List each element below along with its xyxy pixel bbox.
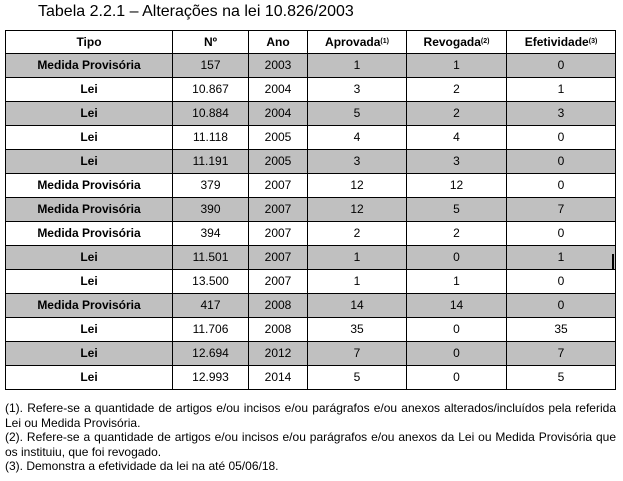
col-header-numero: Nº [173, 31, 249, 54]
footnote-1: (1). Refere-se a quantidade de artigos e/ou incisos e/ou parágrafos e/ou anexos alterados/incluídos pela referida Lei ou Medida Provisória. [5, 401, 616, 430]
cell-numero: 379 [173, 174, 249, 198]
cell-revogada: 0 [407, 246, 507, 270]
footnote-3: (3). Demonstra a efetividade da lei na até 05/06/18. [5, 459, 279, 473]
cell-revogada: 3 [407, 150, 507, 174]
table-row [6, 318, 616, 342]
cell-tipo: Lei [6, 102, 173, 126]
cell-aprovada: 4 [308, 126, 407, 150]
col-header-efetividade: Efetividade$^{(3)}$ [507, 31, 616, 54]
cell-tipo: Lei [6, 318, 173, 342]
footnotes [5, 401, 616, 474]
cell-tipo: Lei [6, 78, 173, 102]
table-caption: Tabela 2.2.1 – Alterações na lei 10.826/2003 [38, 3, 354, 20]
cell-aprovada: 3 [308, 150, 407, 174]
cell-efetividade: 1 [507, 78, 616, 102]
table-row [6, 78, 616, 102]
cell-ano: 2005 [249, 126, 308, 150]
cell-numero: 11.706 [173, 318, 249, 342]
cell-tipo: Lei [6, 126, 173, 150]
table-row [6, 126, 616, 150]
cell-numero: 394 [173, 222, 249, 246]
table-row [6, 102, 616, 126]
cell-aprovada: 2 [308, 222, 407, 246]
cell-numero: 13.500 [173, 270, 249, 294]
cell-ano: 2007 [249, 270, 308, 294]
cell-efetividade: 3 [507, 102, 616, 126]
cell-ano: 2005 [249, 150, 308, 174]
cell-aprovada: 1 [308, 270, 407, 294]
table-row [6, 54, 616, 78]
cell-aprovada: 3 [308, 78, 407, 102]
cell-ano: 2012 [249, 342, 308, 366]
cell-revogada: 0 [407, 318, 507, 342]
cell-revogada: 5 [407, 198, 507, 222]
cell-revogada: 1 [407, 54, 507, 78]
cell-revogada: 2 [407, 102, 507, 126]
header-row [6, 31, 616, 54]
cell-efetividade: 5 [507, 366, 616, 390]
cell-revogada: 2 [407, 78, 507, 102]
table-row [6, 270, 616, 294]
cell-aprovada: 1 [308, 246, 407, 270]
table-row [6, 222, 616, 246]
cell-tipo: Lei [6, 270, 173, 294]
cell-revogada: 1 [407, 270, 507, 294]
cell-tipo: Lei [6, 366, 173, 390]
cell-ano: 2007 [249, 246, 308, 270]
cell-efetividade: 35 [507, 318, 616, 342]
table-row [6, 342, 616, 366]
cell-aprovada: 7 [308, 342, 407, 366]
table-body [6, 54, 616, 390]
cell-tipo: Medida Provisória [6, 54, 173, 78]
cell-numero: 10.867 [173, 78, 249, 102]
cell-efetividade: 7 [507, 198, 616, 222]
cell-aprovada: 14 [308, 294, 407, 318]
cell-aprovada: 1 [308, 54, 407, 78]
cell-revogada: 0 [407, 342, 507, 366]
footnote-marker-3: (3) [588, 37, 598, 45]
cell-revogada: 4 [407, 126, 507, 150]
cell-numero: 10.884 [173, 102, 249, 126]
cell-aprovada: 5 [308, 366, 407, 390]
cell-numero: 11.191 [173, 150, 249, 174]
cell-ano: 2007 [249, 174, 308, 198]
cell-numero: 417 [173, 294, 249, 318]
col-header-revogada: Revogada$^{(2)}$ [407, 31, 507, 54]
table-row [6, 366, 616, 390]
cell-aprovada: 35 [308, 318, 407, 342]
cell-numero: 12.993 [173, 366, 249, 390]
cell-ano: 2003 [249, 54, 308, 78]
col-header-tipo: Tipo [6, 31, 173, 54]
cell-numero: 11.501 [173, 246, 249, 270]
cell-efetividade: 0 [507, 294, 616, 318]
cell-tipo: Lei [6, 150, 173, 174]
footnote-marker-2: (2) [480, 37, 490, 45]
data-table [5, 30, 616, 390]
cell-tipo: Medida Provisória [6, 294, 173, 318]
cell-tipo: Lei [6, 246, 173, 270]
cell-efetividade: 0 [507, 150, 616, 174]
cell-aprovada: 12 [308, 198, 407, 222]
cell-revogada: 2 [407, 222, 507, 246]
cell-tipo: Medida Provisória [6, 174, 173, 198]
cell-revogada: 0 [407, 366, 507, 390]
cell-efetividade: 7 [507, 342, 616, 366]
table-row [6, 150, 616, 174]
table-row [6, 174, 616, 198]
cell-aprovada: 12 [308, 174, 407, 198]
cell-numero: 12.694 [173, 342, 249, 366]
cell-ano: 2008 [249, 318, 308, 342]
cell-efetividade: 1 [507, 246, 616, 270]
cell-numero: 11.118 [173, 126, 249, 150]
cell-ano: 2007 [249, 198, 308, 222]
cell-ano: 2008 [249, 294, 308, 318]
cell-efetividade: 0 [507, 222, 616, 246]
page-edge-marker [612, 254, 614, 270]
cell-revogada: 14 [407, 294, 507, 318]
cell-efetividade: 0 [507, 126, 616, 150]
table-row [6, 294, 616, 318]
cell-efetividade: 0 [507, 270, 616, 294]
cell-efetividade: 0 [507, 174, 616, 198]
cell-ano: 2004 [249, 102, 308, 126]
cell-numero: 390 [173, 198, 249, 222]
footnote-marker-1: (1) [380, 37, 389, 45]
cell-aprovada: 5 [308, 102, 407, 126]
table-row [6, 246, 616, 270]
cell-ano: 2014 [249, 366, 308, 390]
col-header-ano: Ano [249, 31, 308, 54]
col-header-aprovada: Aprovada$^{(1)}$ [308, 31, 407, 54]
cell-tipo: Medida Provisória [6, 198, 173, 222]
cell-numero: 157 [173, 54, 249, 78]
footnote-2: (2). Refere-se a quantidade de artigos e/ou incisos e/ou parágrafos e/ou anexos da Lei ou Medida Provisória que os instituiu, que foi revogado. [5, 430, 616, 459]
cell-tipo: Medida Provisória [6, 222, 173, 246]
cell-revogada: 12 [407, 174, 507, 198]
cell-ano: 2004 [249, 78, 308, 102]
cell-tipo: Lei [6, 342, 173, 366]
cell-efetividade: 0 [507, 54, 616, 78]
table-row [6, 198, 616, 222]
cell-ano: 2007 [249, 222, 308, 246]
